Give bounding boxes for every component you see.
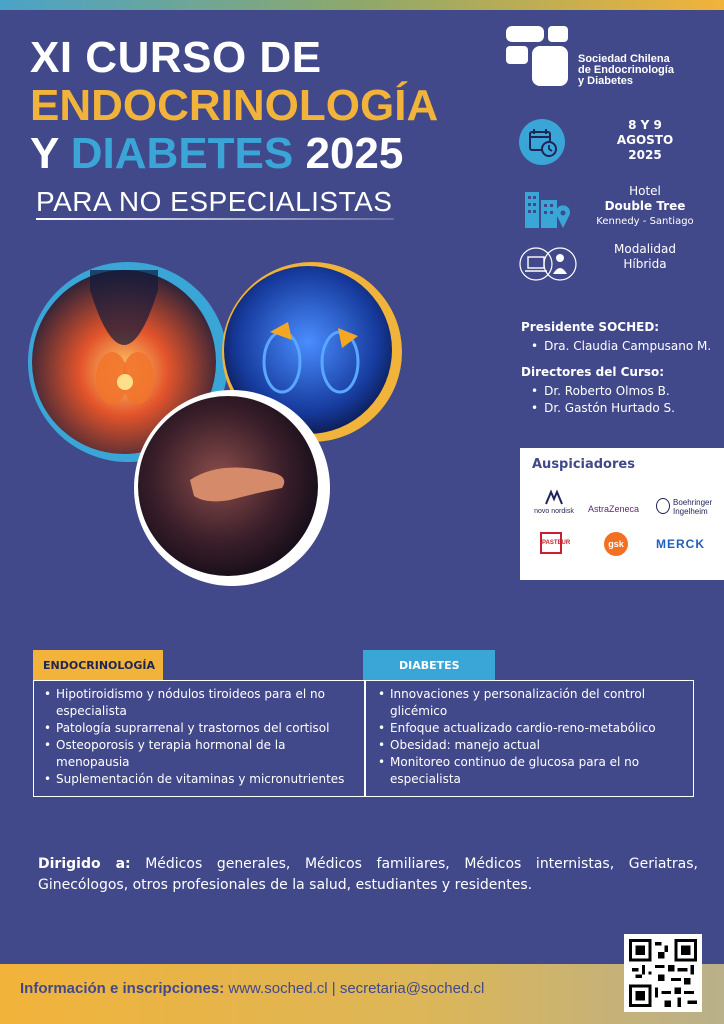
tab-endocrinologia: ENDOCRINOLOGÍA [33,650,163,680]
pancreas-image [134,390,330,586]
sponsors-panel [520,448,724,580]
title-line-1: XI CURSO DE [30,33,322,82]
building-location-icon [514,184,576,232]
directors-label: Directores del Curso: [521,365,665,379]
sponsor-pasteur: PASTEUR [540,532,562,554]
top-gradient-bar [0,0,724,10]
sponsor-astrazeneca: AstraZeneca [588,504,640,514]
modality-label: Modalidad [614,242,676,256]
date-month: AGOSTO [616,133,674,147]
venue-address: Kennedy - Santiago [596,216,694,227]
soched-logo-text: Sociedad Chilena de Endocrinología y Diabetes [578,53,674,87]
sponsors-heading: Auspiciadores [532,457,635,472]
sponsor-merck: MERCK [656,537,705,551]
course-title [30,33,439,217]
event-venue [518,184,718,236]
soched-logo-icon [506,24,570,88]
footer-contact: Información e inscripciones: www.soched.cl | secretaria@soched.cl [20,980,485,997]
list-item: • Suplementación de vitaminas y micronutrientes [44,771,354,788]
course-leadership [521,320,721,427]
president-label: Presidente SOCHED: [521,320,660,334]
title-subtitle: PARA NO ESPECIALISTAS [36,186,393,217]
list-item: • Obesidad: manejo actual [378,737,686,754]
website-link[interactable]: www.soched.cl [224,980,328,997]
tab-diabetes: DIABETES [363,650,495,680]
footer-label: Información e inscripciones: [20,980,225,997]
list-item: • Enfoque actualizado cardio-reno-metabólico [378,720,686,737]
director-name: • Dr. Roberto Olmos B. [531,383,721,400]
anatomy-illustrations [20,250,380,590]
email-link[interactable]: secretaria@soched.cl [339,980,485,997]
list-item: • Monitoreo continuo de glucosa para el no especialista [378,754,686,788]
date-days: 8 Y 9 [628,118,662,132]
list-item: • Osteoporosis y terapia hormonal de la menopausia [44,737,354,771]
title-line-2: ENDOCRINOLOGÍA [30,81,439,130]
title-underline [36,218,394,220]
audience-text: Médicos generales, Médicos familiares, Médicos internistas, Geriatras, Ginecólogos, otros profesionales de la salud, estudiantes y residentes. [38,856,698,893]
qr-code-icon [629,939,697,1007]
endo-topics [44,686,354,788]
sponsor-novo-nordisk: novo nordisk [532,490,576,515]
list-item: • Innovaciones y personalización del control glicémico [378,686,686,720]
hybrid-modality-icon [518,246,578,282]
boehringer-logo-icon [656,498,670,514]
venue-label: Hotel [629,184,661,198]
target-audience [38,854,698,896]
novo-nordisk-logo-icon [543,490,565,506]
calendar-clock-icon [518,118,566,166]
topics-table [33,680,694,797]
venue-name: Double Tree [604,199,686,213]
table-divider [364,681,366,796]
event-date [518,118,718,170]
footer-bar [0,964,724,1024]
sponsor-gsk: gsk [604,532,628,556]
list-item: • Patología suprarrenal y trastornos del cortisol [44,720,354,737]
president-name: • Dra. Claudia Campusano M. [531,338,721,355]
director-name: • Dr. Gastón Hurtado S. [531,400,721,417]
list-item: • Hipotiroidismo y nódulos tiroideos para el no especialista [44,686,354,720]
modality-value: Híbrida [623,257,667,271]
audience-label: Dirigido a: [38,856,131,872]
diabetes-topics [378,686,686,788]
qr-code[interactable] [624,934,702,1012]
title-line-3: Y DIABETES 2025 [30,129,404,178]
date-year: 2025 [628,148,662,162]
soched-logo [506,24,706,94]
sponsor-boehringer: Boehringer Ingelheim [656,498,720,516]
event-modality [518,242,718,294]
